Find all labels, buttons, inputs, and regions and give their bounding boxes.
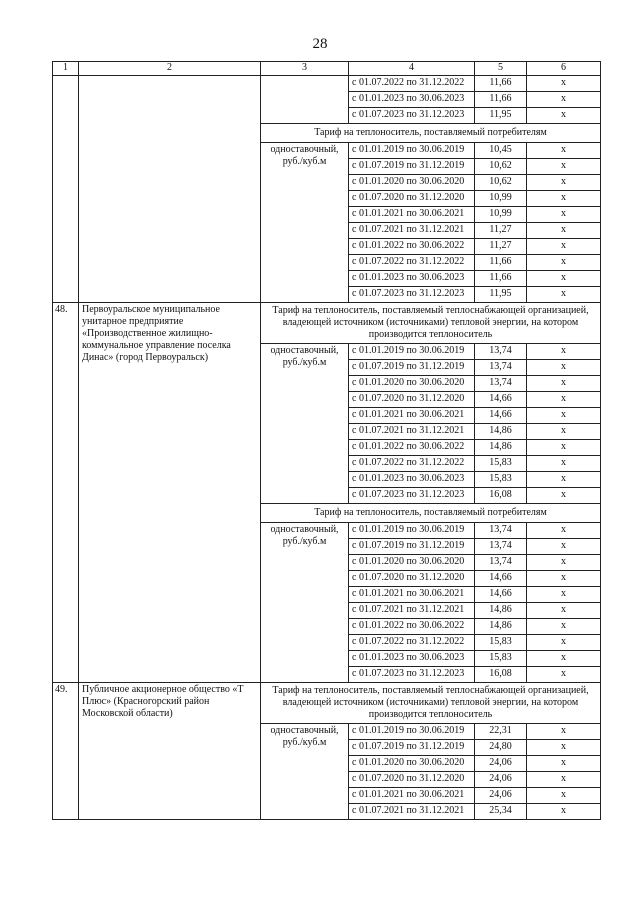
unit-cell [261, 76, 349, 124]
number-cell: 49. [53, 683, 79, 820]
mark-cell: х [527, 724, 601, 740]
header-cell: 1 [53, 62, 79, 76]
tariff-value-cell: 10,62 [475, 175, 527, 191]
mark-cell: х [527, 143, 601, 159]
tariff-value-cell: 13,74 [475, 523, 527, 539]
period-cell: с 01.07.2023 по 31.12.2023 [349, 667, 475, 683]
mark-cell: х [527, 271, 601, 287]
mark-cell: х [527, 756, 601, 772]
period-cell: с 01.07.2019 по 31.12.2019 [349, 740, 475, 756]
period-cell: с 01.07.2022 по 31.12.2022 [349, 635, 475, 651]
period-cell: с 01.01.2022 по 30.06.2022 [349, 619, 475, 635]
mark-cell: х [527, 159, 601, 175]
unit-cell: одноставочный, руб./куб.м [261, 344, 349, 504]
period-cell: с 01.01.2021 по 30.06.2021 [349, 408, 475, 424]
tariff-value-cell: 14,86 [475, 424, 527, 440]
mark-cell: х [527, 788, 601, 804]
mark-cell: х [527, 651, 601, 667]
mark-cell: х [527, 392, 601, 408]
tariff-value-cell: 14,66 [475, 392, 527, 408]
header-cell: 4 [349, 62, 475, 76]
mark-cell: х [527, 772, 601, 788]
period-cell: с 01.07.2020 по 31.12.2020 [349, 392, 475, 408]
mark-cell: х [527, 619, 601, 635]
period-cell: с 01.01.2019 по 30.06.2019 [349, 143, 475, 159]
mark-cell: х [527, 571, 601, 587]
section-title-row [53, 683, 601, 724]
tariff-value-cell: 11,95 [475, 287, 527, 303]
period-cell: с 01.01.2021 по 30.06.2021 [349, 587, 475, 603]
mark-cell: х [527, 555, 601, 571]
mark-cell: х [527, 740, 601, 756]
organization-name-cell: Первоуральское муниципальное унитарное предприятие «Производственное жилищно-коммунальное управление поселка Динас» (город Первоуральск) [79, 303, 261, 683]
mark-cell: х [527, 108, 601, 124]
period-cell: с 01.07.2019 по 31.12.2019 [349, 159, 475, 175]
tariff-value-cell: 10,45 [475, 143, 527, 159]
period-cell: с 01.07.2021 по 31.12.2021 [349, 804, 475, 820]
header-cell: 2 [79, 62, 261, 76]
section-title: Тариф на теплоноситель, поставляемый теплоснабжающей организацией, владеющей источником (источниками) тепловой энергии, на котором производится теплоноситель [261, 683, 601, 724]
tariff-value-cell: 14,86 [475, 603, 527, 619]
period-cell: с 01.07.2021 по 31.12.2021 [349, 603, 475, 619]
tariff-value-cell: 11,66 [475, 76, 527, 92]
tariff-value-cell: 25,34 [475, 804, 527, 820]
tariff-value-cell: 10,99 [475, 207, 527, 223]
organization-name-cell: Публичное акционерное общество «Т Плюс» (Красногорский район Московской области) [79, 683, 261, 820]
period-cell: с 01.01.2021 по 30.06.2021 [349, 207, 475, 223]
mark-cell: х [527, 287, 601, 303]
table-row [53, 76, 601, 92]
tariff-value-cell: 13,74 [475, 555, 527, 571]
period-cell: с 01.07.2020 по 31.12.2020 [349, 191, 475, 207]
mark-cell: х [527, 424, 601, 440]
tariff-value-cell: 11,27 [475, 239, 527, 255]
section-title: Тариф на теплоноситель, поставляемый потребителям [261, 504, 601, 523]
period-cell: с 01.01.2020 по 30.06.2020 [349, 756, 475, 772]
mark-cell: х [527, 488, 601, 504]
mark-cell: х [527, 223, 601, 239]
period-cell: с 01.01.2019 по 30.06.2019 [349, 344, 475, 360]
tariff-value-cell: 14,66 [475, 587, 527, 603]
mark-cell: х [527, 239, 601, 255]
period-cell: с 01.07.2020 по 31.12.2020 [349, 571, 475, 587]
period-cell: с 01.01.2023 по 30.06.2023 [349, 472, 475, 488]
tariff-value-cell: 15,83 [475, 635, 527, 651]
mark-cell: х [527, 191, 601, 207]
period-cell: с 01.07.2022 по 31.12.2022 [349, 76, 475, 92]
tariff-value-cell: 13,74 [475, 376, 527, 392]
mark-cell: х [527, 92, 601, 108]
tariff-value-cell: 14,86 [475, 619, 527, 635]
period-cell: с 01.07.2019 по 31.12.2019 [349, 360, 475, 376]
tariff-value-cell: 11,95 [475, 108, 527, 124]
period-cell: с 01.01.2023 по 30.06.2023 [349, 651, 475, 667]
tariff-value-cell: 11,66 [475, 271, 527, 287]
mark-cell: х [527, 360, 601, 376]
mark-cell: х [527, 539, 601, 555]
period-cell: с 01.01.2019 по 30.06.2019 [349, 724, 475, 740]
tariff-value-cell: 11,66 [475, 92, 527, 108]
mark-cell: х [527, 472, 601, 488]
period-cell: с 01.07.2023 по 31.12.2023 [349, 108, 475, 124]
section-title: Тариф на теплоноситель, поставляемый потребителям [261, 124, 601, 143]
period-cell: с 01.07.2021 по 31.12.2021 [349, 223, 475, 239]
tariff-value-cell: 14,66 [475, 571, 527, 587]
tariff-value-cell: 10,99 [475, 191, 527, 207]
tariff-value-cell: 16,08 [475, 667, 527, 683]
period-cell: с 01.07.2023 по 31.12.2023 [349, 287, 475, 303]
mark-cell: х [527, 603, 601, 619]
mark-cell: х [527, 207, 601, 223]
tariff-value-cell: 14,86 [475, 440, 527, 456]
period-cell: с 01.07.2021 по 31.12.2021 [349, 424, 475, 440]
page-number: 28 [312, 36, 328, 52]
period-cell: с 01.07.2022 по 31.12.2022 [349, 255, 475, 271]
header-row [53, 62, 601, 76]
period-cell: с 01.07.2020 по 31.12.2020 [349, 772, 475, 788]
mark-cell: х [527, 635, 601, 651]
tariff-value-cell: 22,31 [475, 724, 527, 740]
tariff-value-cell: 24,06 [475, 772, 527, 788]
tariff-value-cell: 15,83 [475, 472, 527, 488]
period-cell: с 01.01.2019 по 30.06.2019 [349, 523, 475, 539]
section-title: Тариф на теплоноситель, поставляемый теплоснабжающей организацией, владеющей источником (источниками) тепловой энергии, на котором производится теплоноситель [261, 303, 601, 344]
tariff-table [52, 61, 601, 820]
unit-cell: одноставочный, руб./куб.м [261, 724, 349, 820]
period-cell: с 01.07.2023 по 31.12.2023 [349, 488, 475, 504]
tariff-value-cell: 13,74 [475, 360, 527, 376]
mark-cell: х [527, 255, 601, 271]
mark-cell: х [527, 175, 601, 191]
unit-cell: одноставочный, руб./куб.м [261, 143, 349, 303]
tariff-value-cell: 11,27 [475, 223, 527, 239]
mark-cell: х [527, 440, 601, 456]
mark-cell: х [527, 523, 601, 539]
period-cell: с 01.01.2020 по 30.06.2020 [349, 175, 475, 191]
period-cell: с 01.01.2023 по 30.06.2023 [349, 271, 475, 287]
mark-cell: х [527, 667, 601, 683]
tariff-value-cell: 13,74 [475, 539, 527, 555]
number-cell [53, 76, 79, 303]
tariff-value-cell: 13,74 [475, 344, 527, 360]
mark-cell: х [527, 587, 601, 603]
period-cell: с 01.01.2020 по 30.06.2020 [349, 376, 475, 392]
mark-cell: х [527, 376, 601, 392]
header-cell: 6 [527, 62, 601, 76]
tariff-value-cell: 15,83 [475, 456, 527, 472]
tariff-value-cell: 10,62 [475, 159, 527, 175]
period-cell: с 01.01.2022 по 30.06.2022 [349, 239, 475, 255]
period-cell: с 01.01.2021 по 30.06.2021 [349, 788, 475, 804]
mark-cell: х [527, 456, 601, 472]
unit-cell: одноставочный, руб./куб.м [261, 523, 349, 683]
period-cell: с 01.01.2020 по 30.06.2020 [349, 555, 475, 571]
header-cell: 5 [475, 62, 527, 76]
period-cell: с 01.07.2022 по 31.12.2022 [349, 456, 475, 472]
organization-cell [79, 76, 261, 303]
number-cell: 48. [53, 303, 79, 683]
tariff-value-cell: 24,80 [475, 740, 527, 756]
period-cell: с 01.01.2023 по 30.06.2023 [349, 92, 475, 108]
period-cell: с 01.07.2019 по 31.12.2019 [349, 539, 475, 555]
section-title-row [53, 303, 601, 344]
tariff-value-cell: 24,06 [475, 788, 527, 804]
tariff-value-cell: 15,83 [475, 651, 527, 667]
tariff-value-cell: 24,06 [475, 756, 527, 772]
header-cell: 3 [261, 62, 349, 76]
period-cell: с 01.01.2022 по 30.06.2022 [349, 440, 475, 456]
tariff-value-cell: 16,08 [475, 488, 527, 504]
tariff-value-cell: 14,66 [475, 408, 527, 424]
mark-cell: х [527, 804, 601, 820]
tariff-value-cell: 11,66 [475, 255, 527, 271]
mark-cell: х [527, 344, 601, 360]
mark-cell: х [527, 76, 601, 92]
mark-cell: х [527, 408, 601, 424]
